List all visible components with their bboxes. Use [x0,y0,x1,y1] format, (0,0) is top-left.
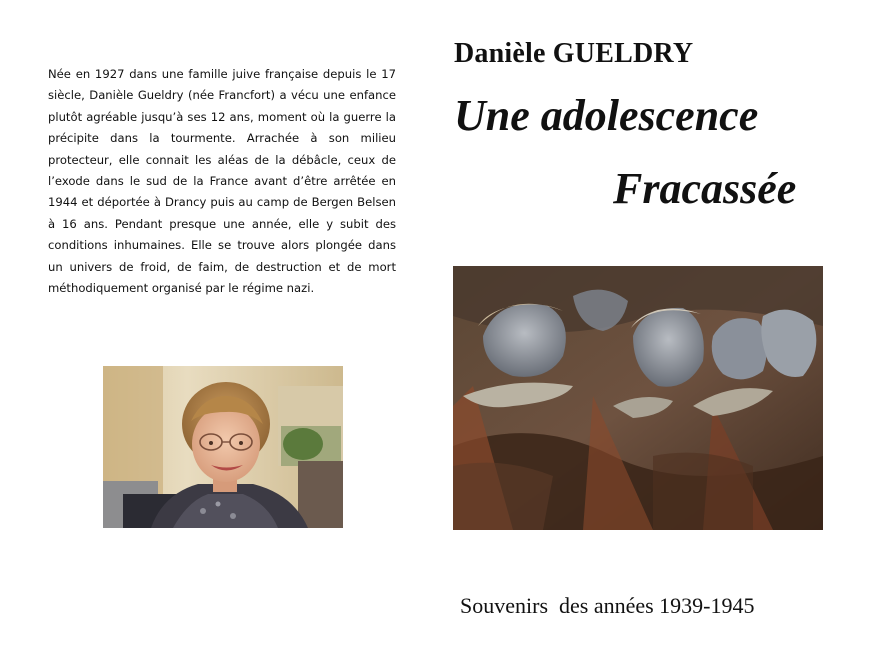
book-title-line-2: Fracassée [613,164,797,213]
back-cover-blurb: Née en 1927 dans une famille juive française depuis le 17 siècle, Danièle Gueldry (née Francfort) a vécu une enfance plutôt agréable jusqu’à ses 12 ans, moment où la guerre la précipite dans la tourmente. Arrachée à son milieu protecteur, elle connait les aléas de la débâcle, ceux de l’exode dans le sud de la France avant d’être arrêtée en 1944 et déportée à Drancy puis au camp de Bergen Belsen à 16 ans. Pendant presque une année, elle y subit des conditions inhumaines. Elle se trouve alors plongée dans un univers de froid, de faim, de destruction et de mort méthodiquement organisé par le régime nazi. [48,67,396,296]
author-portrait-photo [103,366,343,528]
author-name: Danièle GUELDRY [454,38,694,69]
subtitle-years: Souvenirs des années 1939-1945 [460,593,755,618]
cover-painting [453,266,823,530]
book-title-line-1: Une adolescence [454,91,759,140]
